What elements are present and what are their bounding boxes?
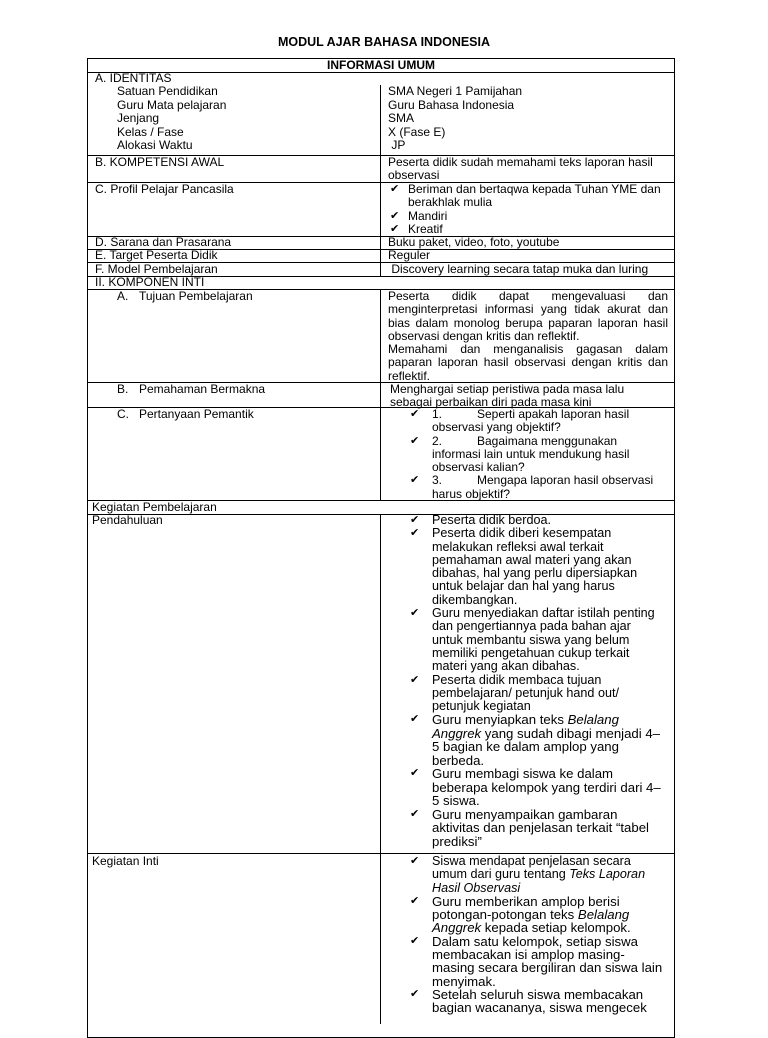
field-value: X (Fase E) [388,125,446,139]
page-title: MODUL AJAR BAHASA INDONESIA [277,35,491,49]
field-value: SMA Negeri 1 Pamijahan [388,84,523,98]
table-header: INFORMASI UMUM [327,58,435,72]
field-label: Alokasi Waktu [117,138,193,152]
profil-list [388,183,668,236]
checkmark-icon: ✔ [410,767,420,780]
field-value: SMA [388,111,415,125]
pendahuluan-label: Pendahuluan [92,513,163,527]
column-divider [380,514,381,1024]
list-item: ✔ 2. Bagaimana menggunakan informasi lain untuk mendukung hasil observasi kalian? [410,433,630,475]
field-label: Jenjang [117,111,160,125]
checkmark-icon: ✔ [410,527,420,540]
field-value: JP [388,138,406,152]
list-item: ✔ Peserta didik membaca tujuan pembelajaran/ petunjuk hand out/ petunjuk kegiatan [410,672,619,714]
list-item: ✔ Peserta didik berdoa. [410,513,552,527]
checkmark-icon: ✔ [410,713,420,726]
target-value: Reguler [388,248,431,262]
list-item: ✔ Mandiri [390,208,448,223]
list-item: ✔ 3. Mengapa laporan hasil observasi harus objektif? [410,473,654,501]
pendahuluan-list [410,514,665,848]
column-divider [380,289,381,501]
sarana-label: D. Sarana dan Prasarana [95,235,232,249]
list-item: ✔ Setelah seluruh siswa membacakan bagian wacananya, siswa mengecek [410,986,647,1016]
list-item: ✔ Guru membagi siswa ke dalam beberapa kelompok yang terdiri dari 4–5 siswa. [410,766,661,809]
checkmark-icon: ✔ [410,894,420,907]
field-label: Kelas / Fase [117,125,184,139]
checkmark-icon: ✔ [390,222,400,235]
model-value: Discovery learning secara tatap muka dan luring [388,262,649,276]
checkmark-icon: ✔ [410,807,420,820]
checkmark-icon: ✔ [390,183,400,195]
list-item: ✔ Peserta didik diberi kesempatan melakukan refleksi awal terkait pemahaman awal materi yang akan dibahas, hal yang perlu dipersiapkan untuk belajar dan hal yang harus dikembangkan. [410,526,638,607]
checkmark-icon: ✔ [410,474,420,487]
sarana-value: Buku paket, video, foto, youtube [388,235,560,249]
checkmark-icon: ✔ [410,673,420,686]
komponen-label: II. KOMPONEN INTI [95,275,205,289]
list-item: ✔ Kreatif [390,221,443,236]
column-divider [380,85,381,277]
checkmark-icon: ✔ [410,855,420,867]
checkmark-icon: ✔ [410,934,420,947]
checkmark-icon: ✔ [410,408,420,420]
checkmark-icon: ✔ [390,209,400,222]
profil-label: C. Profil Pelajar Pancasila [95,182,234,196]
section-identitas: A. IDENTITAS [95,71,172,85]
kompetensi-value: Peserta didik sudah memahami teks laporan hasil observasi [388,155,653,183]
field-label: Satuan Pendidikan [117,84,218,98]
tujuan-value: Peserta didik dapat mengevaluasi dan menginterpretasi informasi yang tidak akurat dan bias dalam monolog berupa paparan laporan hasil observasi dengan kritis dan reflektif. Memahami dan menganalisis gagasan dalam paparan laporan hasil observasi dengan kritis dan reflektif. [388,289,668,383]
list-item: ✔ Guru memberikan amplop berisi potongan-potongan teks Belalang Anggrek kepada setiap kelompok. [410,893,631,936]
kegiatan-label: Kegiatan Pembelajaran [92,500,217,514]
model-label: F. Model Pembelajaran [95,262,218,276]
row-divider [87,72,675,73]
checkmark-icon: ✔ [410,434,420,447]
list-item: ✔ Guru menyediakan daftar istilah penting dan pengertiannya pada bahan ajar untuk membantu siswa yang belum memiliki pengetahuan cukup terkait materi yang akan dibahas. [410,606,655,674]
checkmark-icon: ✔ [410,607,420,620]
list-item: ✔ Guru menyampaikan gambaran aktivitas dan penjelasan terkait “tabel prediksi” [410,806,649,849]
list-item: ✔ Dalam satu kelompok, setiap siswa membacakan isi amplop masing-masing secara bergiliran dan siswa lain menyimak. [410,933,663,989]
pemahaman-value: Menghargai setiap peristiwa pada masa lalu sebagai perbaikan diri pada masa kini [390,382,625,410]
list-item: ✔ 1. Seperti apakah laporan hasil observasi yang objektif? [410,407,630,435]
kompetensi-label: B. KOMPETENSI AWAL [95,155,225,169]
checkmark-icon: ✔ [410,987,420,1000]
list-item: ✔ Guru menyiapkan teks Belalang Anggrek yang sudah dibagi menjadi 4–5 bagian ke dalam amplop yang berbeda. [410,712,661,768]
pemahaman-label: B. Pemahaman Bermakna [117,382,266,396]
checkmark-icon: ✔ [410,514,420,526]
list-item: ✔ Siswa mendapat penjelasan secara umum dari guru tentang Teks Laporan Hasil Observasi [410,854,646,895]
target-label: E. Target Peserta Didik [95,248,218,262]
inti-list [410,855,665,1015]
inti-label: Kegiatan Inti [92,854,159,868]
tujuan-label: A. Tujuan Pembelajaran [117,289,253,303]
pertanyaan-label: C. Pertanyaan Pemantik [117,407,254,421]
list-item: ✔ Beriman dan bertaqwa kepada Tuhan YME dan berakhlak mulia [390,182,661,210]
field-value: Guru Bahasa Indonesia [388,98,515,112]
pertanyaan-list [410,408,665,501]
field-label: Guru Mata pelajaran [117,98,227,112]
